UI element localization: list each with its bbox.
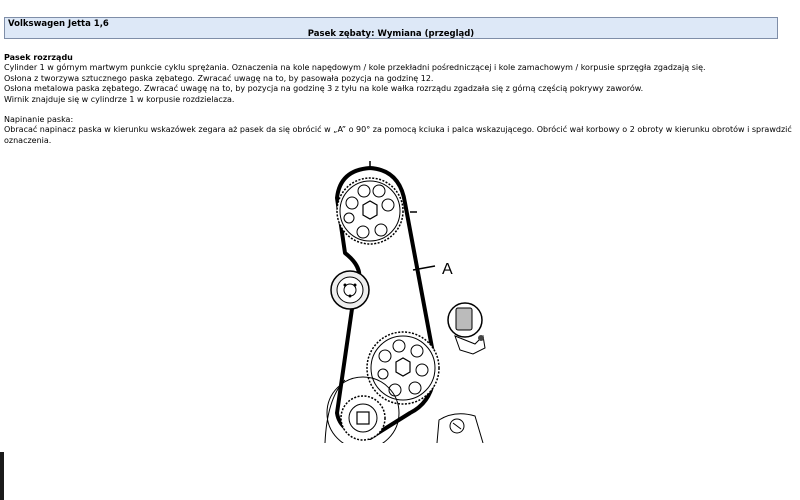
body-line: Osłona metalowa paska zębatego. Zwracać uwagę na to, by pozycja na godzinę 3 z tyłu na kole wałka rozrządu zgadzała się z górną częścią pokrywy zaworów. bbox=[4, 84, 644, 94]
label-a: A bbox=[442, 261, 453, 278]
tensioner-pulley bbox=[331, 271, 369, 309]
intermediate-sprocket bbox=[367, 332, 439, 404]
body-line: Osłona z tworzywa sztucznego paska zębatego. Zwracać uwagę na to, by pasowała pozycja na godzinę 12. bbox=[4, 73, 434, 83]
document-header bbox=[4, 17, 778, 39]
window-edge-marker bbox=[0, 452, 4, 500]
body-line: Cylinder 1 w górnym martwym punkcie cyklu sprężania. Oznaczenia na kole napędowym / kole przekładni pośredniczącej i kole zamachowym / korpusie sprzęgła zgadzają się. bbox=[4, 63, 706, 73]
vehicle-name: Volkswagen Jetta 1,6 bbox=[8, 19, 109, 29]
distributor bbox=[448, 303, 485, 354]
section-title-timing-belt: Pasek rozrządu bbox=[4, 53, 73, 62]
section-title-tensioning: Napinanie paska: bbox=[4, 115, 74, 125]
document-body bbox=[4, 53, 794, 146]
body-line: Wirnik znajduje się w cylindrze 1 w korpusie rozdzielacza. bbox=[4, 94, 235, 104]
timing-belt-diagram bbox=[315, 158, 495, 443]
body-line: Obracać napinacz paska w kierunku wskazówek zegara aż pasek da się obrócić w „A” o 90° za pomocą kciuka i palca wskazującego. Obrócić wał korbowy o 2 obroty w kierunku obrotów i sprawdzić oznaczenia. bbox=[4, 125, 792, 145]
document-title: Pasek zębaty: Wymiana (przegląd) bbox=[307, 29, 475, 39]
